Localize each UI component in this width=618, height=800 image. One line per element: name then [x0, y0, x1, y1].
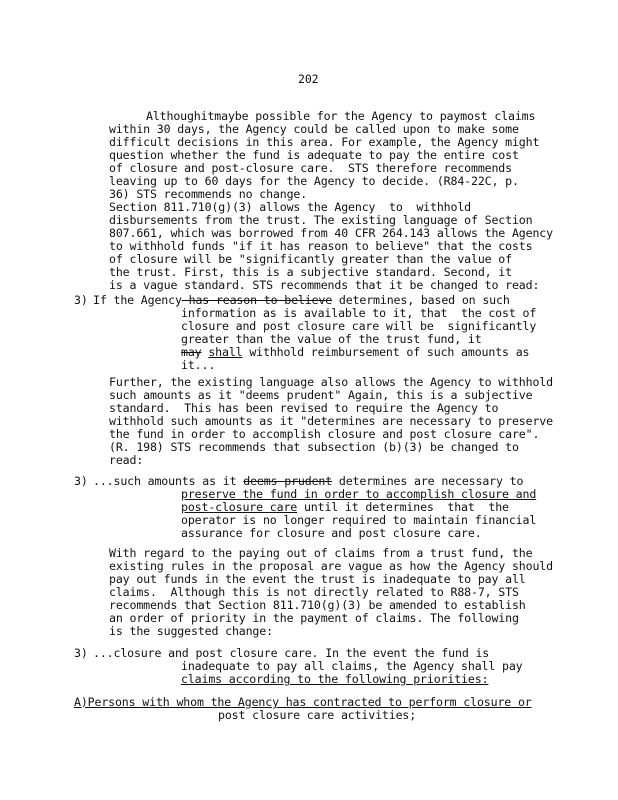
underlined-text: A)Persons with whom the Agency has contracted to perform closure or: [74, 695, 532, 709]
text-line: is a vague standard. STS recommends that it be changed to read:: [109, 278, 540, 292]
underlined-text: shall: [208, 345, 243, 359]
text-line: (R. 198) STS recommends that subsection (b)(3) be changed to: [109, 440, 519, 454]
text-line: inadequate to pay all claims, the Agency shall pay: [181, 659, 523, 673]
text-line: of closure and post-closure care. STS therefore recommends: [109, 161, 512, 175]
text-line: greater than the value of the trust fund, it: [181, 332, 482, 346]
struck-text: may: [181, 345, 202, 359]
text-segment: until it determines that the: [297, 500, 509, 514]
text-line: question whether the fund is adequate to pay the entire cost: [109, 148, 519, 162]
text-line: Althoughitmaybe possible for the Agency to paymost claims: [146, 109, 536, 123]
text-line: within 30 days, the Agency could be called upon to make some: [109, 122, 519, 136]
text-line: to withhold funds "if it has reason to believe" that the costs: [109, 239, 533, 253]
text-line: pay out funds in the event the trust is inadequate to pay all: [109, 572, 526, 586]
text-line: 36) STS recommends no change.: [109, 187, 308, 201]
struck-text: deems prudent: [243, 474, 333, 488]
text-line: recommends that Section 811.710(g)(3) be amended to establish: [109, 598, 526, 612]
text-segment: If the Agency: [93, 293, 182, 307]
struck-text: has reason to believe: [181, 293, 333, 307]
item-number: 3): [74, 474, 88, 488]
underlined-text: claims according to the following priorities:: [181, 672, 489, 686]
text-line: of closure will be "significantly greater than the value of: [109, 252, 512, 266]
text-segment: determines, based on such: [332, 293, 510, 307]
text-line: difficult decisions in this area. For example, the Agency might: [109, 135, 540, 149]
text-line: closure and post closure care will be significantly: [181, 319, 537, 333]
item-number: 3): [74, 293, 88, 307]
text-line: disbursements from the trust. The existing language of Section: [109, 213, 533, 227]
text-line: post closure care activities;: [218, 708, 417, 722]
underlined-text: preserve the fund in order to accomplish closure and: [181, 487, 537, 501]
text-line: the fund in order to accomplish closure and post closure care".: [109, 427, 540, 441]
text-line: information as is available to it, that the cost of: [181, 306, 537, 320]
text-line: is the suggested change:: [109, 624, 273, 638]
text-line: leaving up to 60 days for the Agency to decide. (R84-22C, p.: [109, 174, 519, 188]
text-line: ...closure and post closure care. In the event the fund is: [93, 646, 490, 660]
text-line: standard. This has been revised to require the Agency to: [109, 401, 499, 415]
text-line: Further, the existing language also allows the Agency to withhold: [109, 375, 553, 389]
page-number: 202: [298, 72, 319, 86]
text-line: an order of priority in the payment of claims. The following: [109, 611, 519, 625]
text-line: [181, 346, 529, 359]
text-line: read:: [109, 453, 144, 467]
text-line: assurance for closure and post closure care.: [181, 526, 482, 540]
item-number: 3): [74, 646, 88, 660]
text-line: existing rules in the proposal are vague as how the Agency should: [109, 559, 553, 573]
text-line: the trust. First, this is a subjective standard. Second, it: [109, 265, 512, 279]
text-segment: withhold reimbursement of such amounts as: [242, 345, 530, 359]
text-line: operator is no longer required to maintain financial: [181, 513, 537, 527]
text-line: it...: [181, 358, 216, 372]
text-segment: determines are necessary to: [332, 474, 524, 488]
text-line: such amounts as it "deems prudent" Again, this is a subjective: [109, 388, 533, 402]
text-line: claims. Although this is not directly related to R88-7, STS: [109, 585, 519, 599]
text-line: 807.661, which was borrowed from 40 CFR 264.143 allows the Agency: [109, 226, 553, 240]
text-line: With regard to the paying out of claims from a trust fund, the: [109, 546, 533, 560]
underlined-text: post-closure care: [181, 500, 298, 514]
text-segment: ...such amounts as it: [93, 474, 244, 488]
text-line: withhold such amounts as it "determines are necessary to preserve: [109, 414, 553, 428]
text-line: Section 811.710(g)(3) allows the Agency to withhold: [109, 200, 471, 214]
